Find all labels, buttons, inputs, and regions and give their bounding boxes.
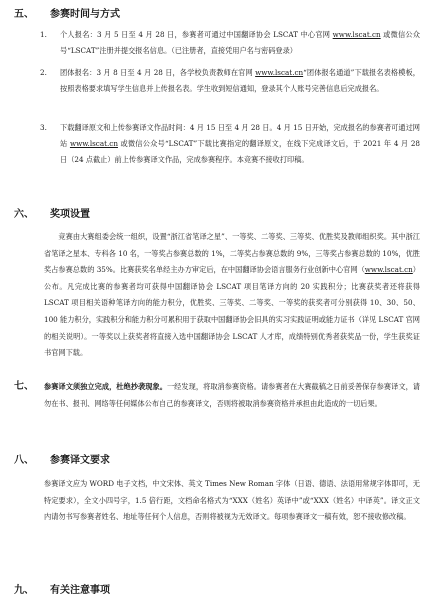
section-9-heading — [14, 584, 110, 598]
paragraph-text: 参赛译文应为 WORD 电子文档，中文宋体、英文 Times New Roman 字体（日语、德语、法语用常规字体即可，无特定要求），全文小四号字，1.5 倍行距，文档命名格式为“XXX（姓名）英译中”或“XXX（姓名）中译英”。译文正文内请勿书写参赛者姓名、地址等任何个人信息，否则将被视为无效译文。每项参赛译文一稿有效，恕不接收修改稿。 — [44, 479, 420, 522]
awards-paragraph — [44, 229, 420, 362]
section-5-heading — [14, 8, 120, 22]
section-6-title: 奖项设置 — [50, 209, 90, 220]
section-6-number: 六、 — [14, 209, 34, 220]
list-item-3 — [40, 120, 420, 168]
list-item-text: “团体报名通道”下载报名表格模板，按照表格要求填写学生信息并上传报名表。学生收到短信通知，登录其个人账号完善信息后完成报名。 — [60, 68, 420, 93]
originality-lead: 参赛译文须独立完成，杜绝抄袭现象。 — [44, 382, 167, 391]
section-6-heading — [14, 208, 90, 222]
section-8-heading — [14, 454, 110, 468]
list-marker: 3. — [40, 123, 47, 132]
lscat-link[interactable]: www.lscat.cn — [364, 265, 413, 275]
lscat-link[interactable]: www.lscat.cn — [332, 30, 381, 39]
paragraph-text: ）公布。凡完成比赛的参赛者均可获得中国翻译协会 LSCAT 项目笔译方向的 20 实践积分；比赛获奖者还将获得 LSCAT 项目相关语种笔译方向的能力积分，优胜奖、三等奖、二等奖、一等奖的获奖者可分别获得 10、30、50、100 能力积分，实践积分和能力积分可累积用于获取中国翻译协会旧具的实习实践证明或能力证书（详见 LSCAT 官网的相关说明）。一等奖以上获奖者将直接入选中国翻译协会 LSCAT 人才库，成绩特别优秀者获奖品一份，学生获奖证书官网下载。 — [44, 265, 420, 358]
section-9-number: 九、 — [14, 585, 34, 596]
list-item-text: 下载翻译原文和上传参赛译文作品时间：4 月 15 日至 4 月 28 日。4 月 15 日开始，完成报名的参赛者可通过网站 — [60, 123, 420, 148]
list-item-text: 团体报名：3 月 8 日至 4 月 28 日，各学校负责教师在官网 — [60, 68, 256, 77]
list-marker: 1. — [40, 30, 47, 39]
paragraph-text: 一经发现，将取消参赛资格。请参赛者在大赛截稿之日前妥善保存参赛译文，请勿在书、报刊、网络等任何媒体公布自己的参赛译文，否则将被取消参赛资格并承担由此造成的一切后果。 — [44, 382, 420, 408]
list-item-1 — [40, 27, 420, 59]
section-9-title: 有关注意事项 — [50, 585, 110, 596]
paragraph-text: 竞赛由大赛组委会统一组织，设置“浙江省笔译之星”、一等奖、二等奖、三等奖、优胜奖及教师组织奖。其中浙江省笔译之星本、专科各 10 名，一等奖占参赛总数的 1%，二等奖占参赛总数的 9%，三等奖占参赛总数的 10%，优胜奖占参赛总数的 35%。比赛获奖名单经主办方审定后，在中国翻译协会语言服务行业创新中心官网（ — [44, 232, 420, 275]
section-7-number: 七、 — [14, 381, 34, 392]
list-item-text: 个人报名：3 月 5 日至 4 月 28 日，参赛者可通过中国翻译协会 LSCAT 中心官网 — [60, 30, 333, 39]
section-8-number: 八、 — [14, 455, 34, 466]
originality-paragraph — [44, 379, 420, 412]
list-item-text: 或微信公众号“LSCAT”注册并提交报名信息。（已注册者，直接凭用户名与密码登录） — [60, 30, 420, 55]
format-requirements-paragraph — [44, 476, 420, 526]
section-5-number: 五、 — [14, 9, 34, 20]
lscat-link[interactable]: www.lscat.cn — [69, 139, 118, 148]
list-item-2 — [40, 65, 420, 97]
section-8-title: 参赛译文要求 — [50, 455, 110, 466]
list-marker: 2. — [40, 68, 47, 77]
lscat-link[interactable]: www.lscat.cn — [255, 68, 304, 77]
section-5-title: 参赛时间与方式 — [50, 9, 120, 20]
list-item-text: 或微信公众号“LSCAT”下载比赛指定的翻译原文，在线下完成译文后，于 2021 年 4 月 28 日（24 点截止）前上传参赛译文作品，完成参赛程序。本竞赛不接收打印稿。 — [60, 139, 420, 164]
